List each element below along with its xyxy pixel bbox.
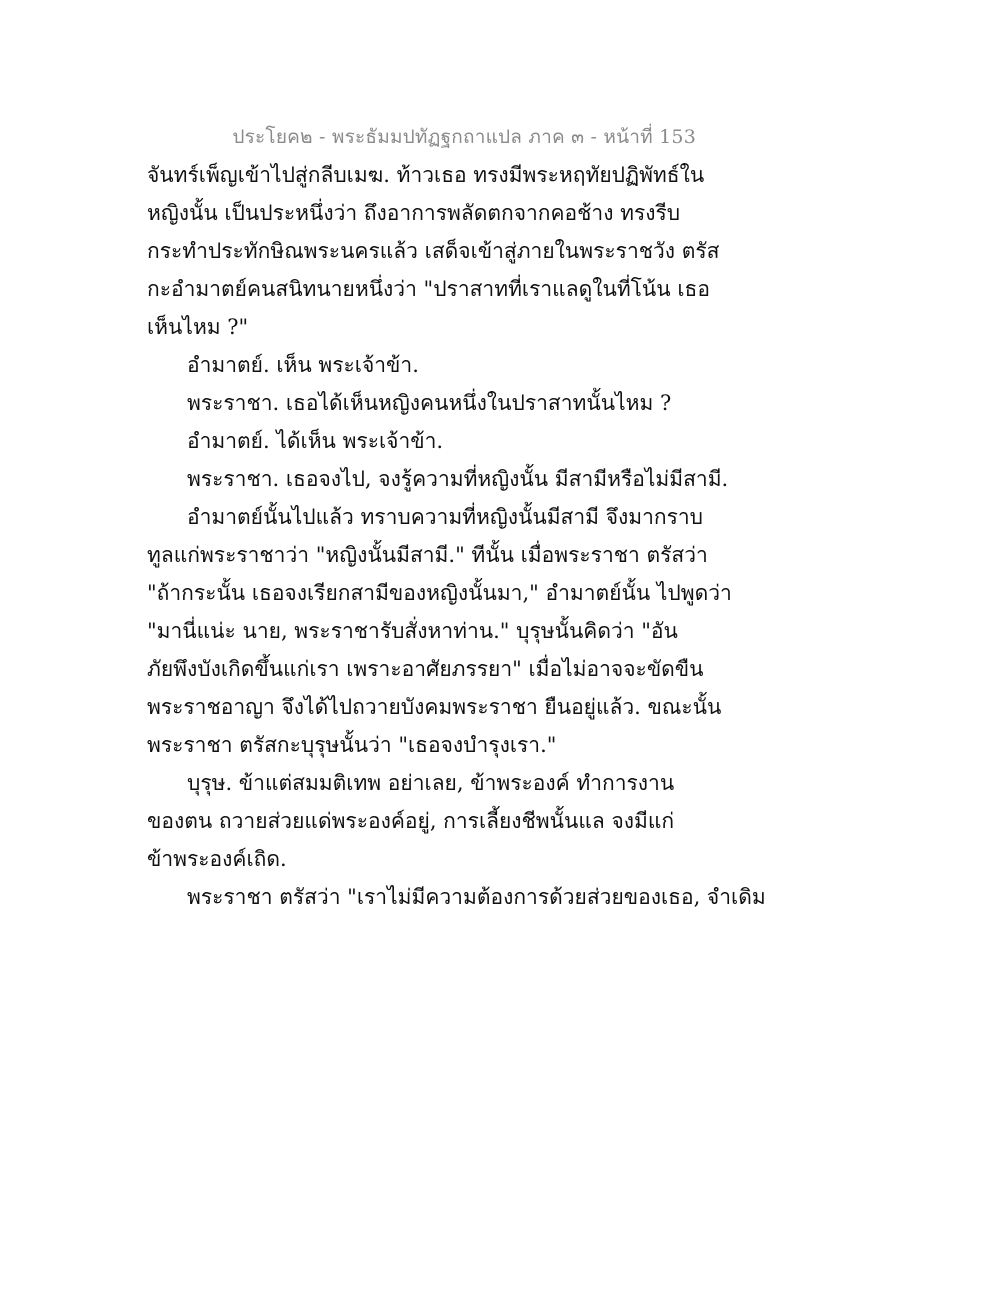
dialogue-line: บุรุษ. ข้าแต่สมมติเทพ อย่าเลย, ข้าพระองค์ ทำการงาน — [187, 771, 675, 795]
text-line: ภัยพึงบังเกิดขึ้นแก่เรา เพราะอาศัยภรรยา" เมื่อไม่อาจจะขัดขืน — [147, 657, 704, 681]
text-line: กระทำประทักษิณพระนครแล้ว เสด็จเข้าสู่ภายในพระราชวัง ตรัส — [147, 239, 720, 263]
text-line: กะอำมาตย์คนสนิทนายหนึ่งว่า "ปราสาทที่เราแลดูในที่โน้น เธอ — [147, 277, 710, 301]
text-line: ของตน ถวายส่วยแด่พระองค์อยู่, การเลี้ยงชีพนั้นแล จงมีแก่ — [147, 809, 675, 833]
dialogue-line: อำมาตย์. ได้เห็น พระเจ้าข้า. — [187, 429, 444, 453]
dialogue-line: พระราชา. เธอจงไป, จงรู้ความที่หญิงนั้น มีสามีหรือไม่มีสามี. — [187, 467, 729, 491]
text-line: "ถ้ากระนั้น เธอจงเรียกสามีของหญิงนั้นมา," อำมาตย์นั้น ไปพูดว่า — [147, 581, 732, 605]
text-line: พระราชอาญา จึงได้ไปถวายบังคมพระราชา ยืนอยู่แล้ว. ขณะนั้น — [147, 695, 722, 719]
text-line: ข้าพระองค์เถิด. — [147, 847, 287, 871]
text-line: หญิงนั้น เป็นประหนึ่งว่า ถึงอาการพลัดตกจากคอช้าง ทรงรีบ — [147, 201, 681, 225]
body-text — [147, 156, 766, 916]
paragraph-start-line: อำมาตย์นั้นไปแล้ว ทราบความที่หญิงนั้นมีสามี จึงมากราบ — [187, 505, 703, 529]
running-header: ประโยค๒ - พระธัมมปทัฏฐกถาแปล ภาค ๓ - หน้าที่ 153 — [232, 126, 696, 148]
paragraph-start-line: พระราชา ตรัสว่า "เราไม่มีความต้องการด้วยส่วยของเธอ, จำเดิม — [187, 885, 766, 909]
dialogue-line: พระราชา. เธอได้เห็นหญิงคนหนึ่งในปราสาทนั้นไหม ? — [187, 391, 672, 415]
text-line: เห็นไหม ?" — [147, 315, 249, 339]
text-line: ทูลแก่พระราชาว่า "หญิงนั้นมีสามี." ทีนั้น เมื่อพระราชา ตรัสว่า — [147, 543, 708, 567]
dialogue-line: อำมาตย์. เห็น พระเจ้าข้า. — [187, 353, 419, 377]
text-line: พระราชา ตรัสกะบุรุษนั้นว่า "เธอจงบำรุงเรา." — [147, 733, 557, 757]
text-line: "มานี่แน่ะ นาย, พระราชารับสั่งหาท่าน." บุรุษนั้นคิดว่า "อัน — [147, 619, 678, 643]
text-line: จันทร์เพ็ญเข้าไปสู่กลีบเมฆ. ท้าวเธอ ทรงมีพระหฤทัยปฏิพัทธ์ใน — [147, 163, 705, 187]
